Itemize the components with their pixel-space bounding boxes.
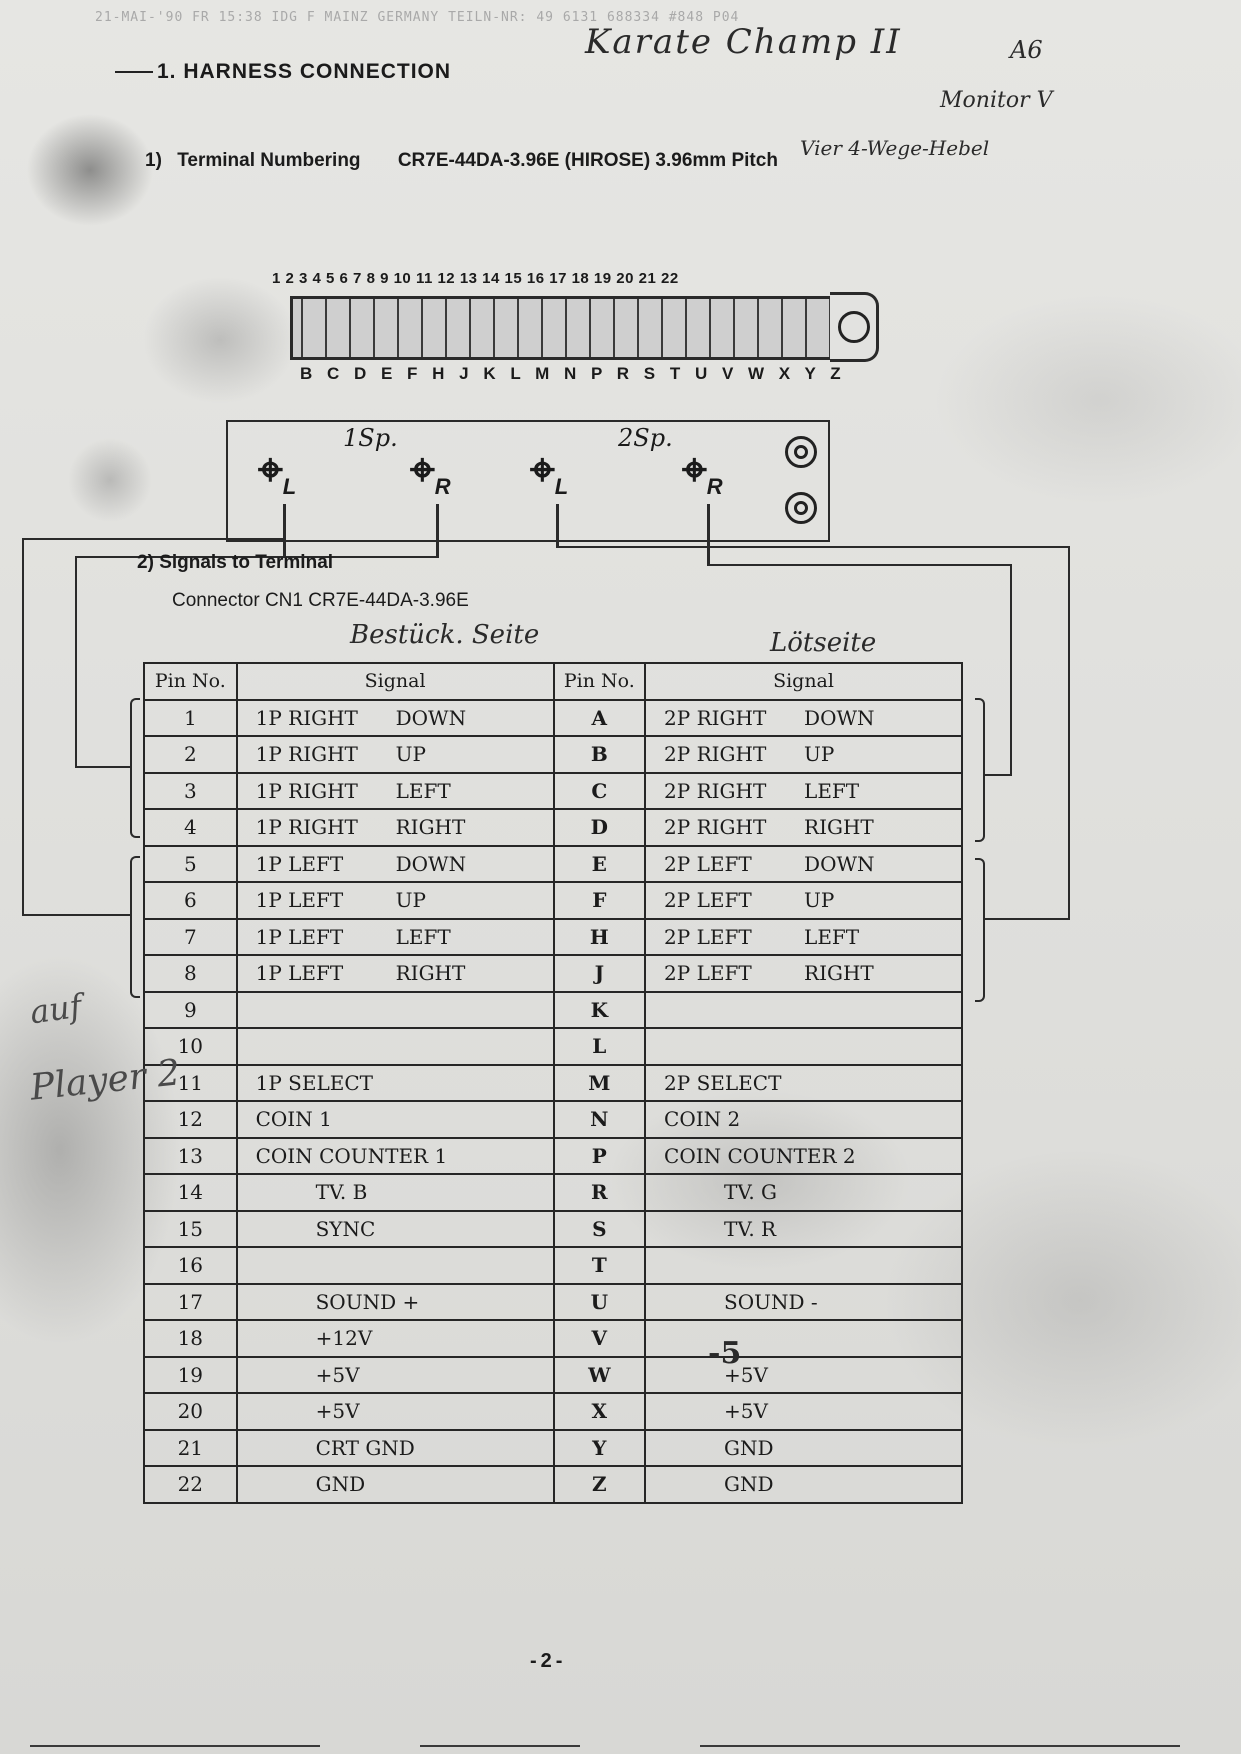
- table-row: [144, 809, 962, 846]
- signal-text: COIN 2: [664, 1107, 741, 1132]
- signal-player-side: 2P LEFT: [664, 851, 752, 876]
- joystick-glyph: ⌖: [682, 445, 707, 494]
- pin-number: 10: [177, 1034, 204, 1059]
- wire: [707, 564, 1012, 566]
- signal-player-side: 2P RIGHT: [664, 742, 767, 767]
- pin-number-cell: [144, 846, 237, 883]
- signal-text: GND: [724, 1472, 774, 1497]
- bracket-2p-left: [975, 858, 985, 1002]
- pin-letter-cell: [554, 1174, 646, 1211]
- scan-edge: [700, 1745, 1180, 1747]
- signal-text: 2P SELECT: [664, 1070, 782, 1095]
- pin-number-cell: [144, 773, 237, 810]
- connector-key-icon: [830, 292, 879, 362]
- signal-player-side: 2P RIGHT: [664, 815, 767, 840]
- signal-text: +5V: [315, 1399, 360, 1424]
- joystick-side: L: [282, 473, 297, 499]
- pin-number: 22: [177, 1472, 204, 1497]
- edge-connector-diagram: [260, 270, 880, 390]
- component-side-signal-cell: [237, 1065, 554, 1102]
- joystick-glyph: ⌖: [530, 445, 555, 494]
- component-side-signal-cell: [237, 1430, 554, 1467]
- pin-number-cell: [144, 919, 237, 956]
- terminal-number: 1): [145, 150, 162, 171]
- solder-side-signal-cell: [645, 1174, 962, 1211]
- signal-direction: UP: [804, 888, 835, 913]
- joystick-2p-left-icon: [530, 445, 569, 509]
- solder-side-signal-cell: [645, 846, 962, 883]
- pin-letter-cell: [554, 736, 646, 773]
- pin-letter: S: [592, 1216, 607, 1241]
- wire: [707, 504, 710, 564]
- pin-letter: N: [590, 1107, 609, 1132]
- table-row: [144, 1320, 962, 1357]
- page-number: -2-: [530, 1650, 567, 1672]
- pin-letter: L: [592, 1034, 607, 1059]
- signal-player-side: 1P RIGHT: [255, 742, 358, 767]
- handwritten-component-side: Bestück. Seite: [350, 620, 540, 650]
- joystick-2p-right-icon: [682, 445, 723, 509]
- pin-letter-cell: [554, 809, 646, 846]
- pin-number-cell: [144, 1138, 237, 1175]
- table-body: [144, 700, 962, 1503]
- component-side-signal-cell: [237, 736, 554, 773]
- signals-number: 2): [137, 552, 154, 573]
- joystick-side: R: [434, 473, 451, 499]
- component-side-signal-cell: [237, 773, 554, 810]
- header-signal: Signal: [645, 663, 962, 700]
- signal-direction: DOWN: [804, 851, 875, 876]
- pin-letter-cell: [554, 992, 646, 1029]
- signal-direction: DOWN: [395, 705, 467, 730]
- pin-number: 5: [183, 851, 197, 876]
- joystick-side: L: [554, 473, 569, 499]
- pin-number: 8: [183, 961, 197, 986]
- solder-side-signal-cell: [645, 955, 962, 992]
- solder-side-signal-cell: [645, 736, 962, 773]
- signal-text: SOUND +: [315, 1289, 420, 1314]
- pin-number-cell: [144, 882, 237, 919]
- component-side-signal-cell: [237, 1028, 554, 1065]
- signal-player-side: 1P LEFT: [255, 851, 344, 876]
- solder-side-signal-cell: [645, 773, 962, 810]
- control-panel-diagram: [226, 420, 830, 542]
- joystick-1p-left-icon: [258, 445, 297, 509]
- connector-pin-numbers: 1 2 3 4 5 6 7 8 9 10 11 12 13 14 15 16 17 18 19 20 21 22: [272, 270, 679, 287]
- section-title-text: 1. HARNESS CONNECTION: [157, 60, 452, 83]
- table-row: [144, 955, 962, 992]
- pin-letter: E: [591, 851, 607, 876]
- pin-letter: Y: [592, 1435, 607, 1460]
- handwritten-title: Karate Champ II: [585, 22, 902, 62]
- table-row: [144, 1357, 962, 1394]
- joystick-glyph: ⌖: [258, 445, 283, 494]
- pin-letter: M: [588, 1070, 611, 1095]
- table-row: [144, 1284, 962, 1321]
- pin-letter: H: [589, 924, 609, 949]
- table-row: [144, 992, 962, 1029]
- component-side-signal-cell: [237, 919, 554, 956]
- wire: [283, 504, 286, 556]
- signal-direction: RIGHT: [395, 815, 466, 840]
- signal-text: TV. R: [724, 1216, 777, 1241]
- signal-text: 1P SELECT: [255, 1070, 373, 1095]
- signal-text: COIN COUNTER 1: [255, 1143, 448, 1168]
- pin-letter-cell: [554, 1466, 646, 1503]
- wire: [985, 918, 1070, 920]
- pin-letter: T: [591, 1253, 607, 1278]
- signal-text: GND: [315, 1472, 366, 1497]
- component-side-signal-cell: [237, 1393, 554, 1430]
- pin-letter-cell: [554, 1247, 646, 1284]
- component-side-signal-cell: [237, 1320, 554, 1357]
- pin-number: 12: [177, 1107, 204, 1132]
- signal-player-side: 1P RIGHT: [255, 815, 358, 840]
- component-side-signal-cell: [237, 700, 554, 737]
- section-title: [115, 60, 451, 84]
- pin-number: 4: [183, 815, 197, 840]
- table-row: [144, 1466, 962, 1503]
- handwritten-joystick-note: Vier 4-Wege-Hebel: [800, 136, 990, 160]
- pin-number-cell: [144, 809, 237, 846]
- solder-side-signal-cell: [645, 1101, 962, 1138]
- signal-text: +5V: [724, 1362, 768, 1387]
- signal-direction: UP: [395, 742, 426, 767]
- pin-number: 7: [183, 924, 197, 949]
- wire: [75, 556, 77, 768]
- pin-number: 18: [177, 1326, 204, 1351]
- component-side-signal-cell: [237, 1357, 554, 1394]
- signal-text: +5V: [315, 1362, 360, 1387]
- pin-number-cell: [144, 1320, 237, 1357]
- component-side-signal-cell: [237, 846, 554, 883]
- pin-number-cell: [144, 1284, 237, 1321]
- solder-side-signal-cell: [645, 1357, 962, 1394]
- signal-direction: DOWN: [804, 705, 875, 730]
- table-row: [144, 736, 962, 773]
- pin-letter: V: [591, 1326, 608, 1351]
- pin-number-cell: [144, 1393, 237, 1430]
- signal-text: CRT GND: [315, 1435, 415, 1460]
- solder-side-signal-cell: [645, 1065, 962, 1102]
- signal-player-side: 1P RIGHT: [255, 778, 358, 803]
- table-row: [144, 1247, 962, 1284]
- pin-letter-cell: [554, 1393, 646, 1430]
- signal-text: GND: [724, 1435, 774, 1460]
- solder-side-signal-cell: [645, 992, 962, 1029]
- wire: [556, 504, 559, 548]
- header-pin-no: Pin No.: [144, 663, 237, 700]
- component-side-signal-cell: [237, 1174, 554, 1211]
- pin-number: 14: [177, 1180, 204, 1205]
- signal-text: SYNC: [315, 1216, 376, 1241]
- handwritten-auf: auf: [27, 986, 84, 1032]
- pin-letter: C: [591, 778, 608, 803]
- pin-assignment-table: [143, 662, 963, 1504]
- signal-direction: UP: [804, 742, 835, 767]
- pin-letter-cell: [554, 773, 646, 810]
- pin-letter: K: [590, 997, 608, 1022]
- component-side-signal-cell: [237, 1284, 554, 1321]
- wire: [556, 546, 1070, 548]
- pin-letter-cell: [554, 1320, 646, 1357]
- solder-side-signal-cell: [645, 1028, 962, 1065]
- pin-letter-cell: [554, 1211, 646, 1248]
- pin-number: 13: [177, 1143, 204, 1168]
- handwritten-doc-code: A6: [1010, 36, 1043, 64]
- pin-letter-cell: [554, 1430, 646, 1467]
- pin-letter: X: [591, 1399, 608, 1424]
- pin-letter: F: [592, 888, 607, 913]
- signal-text: SOUND -: [724, 1289, 818, 1314]
- handwritten-player: Player 2: [28, 1052, 183, 1109]
- handwritten-monitor-note: Monitor V: [940, 88, 1053, 113]
- connector-pin-letters: B C D E F H J K L M N P R S T U V W X Y Z: [300, 364, 846, 383]
- wire: [1068, 546, 1070, 920]
- wire: [436, 504, 439, 556]
- pin-letter-cell: [554, 1284, 646, 1321]
- solder-side-signal-cell: [645, 1138, 962, 1175]
- pin-letter-cell: [554, 700, 646, 737]
- pin-number-cell: [144, 1174, 237, 1211]
- wire: [985, 774, 1012, 776]
- signal-player-side: 1P LEFT: [255, 924, 344, 949]
- component-side-signal-cell: [237, 1138, 554, 1175]
- table-row: [144, 1065, 962, 1102]
- pin-number-cell: [144, 1211, 237, 1248]
- handwritten-minus5: -5: [708, 1336, 742, 1371]
- solder-side-signal-cell: [645, 1430, 962, 1467]
- player1-label: 1Sp.: [343, 424, 398, 452]
- signal-player-side: 1P LEFT: [255, 888, 344, 913]
- signal-player-side: 2P LEFT: [664, 961, 752, 986]
- pin-letter: W: [588, 1362, 611, 1387]
- solder-side-signal-cell: [645, 882, 962, 919]
- signal-player-side: 1P RIGHT: [255, 705, 358, 730]
- pin-number: 1: [183, 705, 197, 730]
- terminal-label: Terminal Numbering: [177, 150, 361, 171]
- signal-direction: RIGHT: [395, 961, 466, 986]
- pin-number-cell: [144, 1101, 237, 1138]
- signal-text: +5V: [724, 1399, 768, 1424]
- signals-heading: [137, 552, 333, 574]
- pin-letter-cell: [554, 919, 646, 956]
- pin-letter-cell: [554, 1065, 646, 1102]
- pin-number: 11: [177, 1070, 204, 1095]
- signal-player-side: 2P RIGHT: [664, 778, 767, 803]
- table-row: [144, 919, 962, 956]
- solder-side-signal-cell: [645, 1320, 962, 1357]
- pin-number: 20: [177, 1399, 204, 1424]
- signal-text: TV. G: [724, 1180, 778, 1205]
- table-row: [144, 882, 962, 919]
- signal-direction: UP: [395, 888, 426, 913]
- joystick-1p-right-icon: [410, 445, 451, 509]
- pin-number: 2: [183, 742, 197, 767]
- table-row: [144, 1211, 962, 1248]
- pin-number-cell: [144, 1430, 237, 1467]
- solder-side-signal-cell: [645, 919, 962, 956]
- table-row: [144, 1138, 962, 1175]
- solder-side-signal-cell: [645, 1393, 962, 1430]
- pin-number-cell: [144, 1357, 237, 1394]
- solder-side-signal-cell: [645, 700, 962, 737]
- pin-number-cell: [144, 1466, 237, 1503]
- wire: [1010, 564, 1012, 776]
- dash-mark: [115, 71, 153, 73]
- pin-number: 16: [177, 1253, 204, 1278]
- signal-direction: DOWN: [395, 851, 467, 876]
- pin-number-cell: [144, 992, 237, 1029]
- pin-number: 19: [177, 1362, 204, 1387]
- pin-letter-cell: [554, 955, 646, 992]
- solder-side-signal-cell: [645, 1211, 962, 1248]
- signal-text: COIN 1: [255, 1107, 332, 1132]
- solder-side-signal-cell: [645, 1466, 962, 1503]
- connector-body: [290, 296, 836, 360]
- terminal-numbering-heading: [145, 150, 778, 172]
- table-row: [144, 773, 962, 810]
- joystick-glyph: ⌖: [410, 445, 435, 494]
- signal-direction: LEFT: [804, 924, 860, 949]
- joystick-side: R: [706, 473, 723, 499]
- wire: [22, 538, 286, 540]
- pin-letter-cell: [554, 1028, 646, 1065]
- signal-direction: LEFT: [395, 778, 451, 803]
- pin-number-cell: [144, 955, 237, 992]
- start-button-2-icon: [785, 492, 817, 524]
- pin-number: 6: [183, 888, 197, 913]
- start-button-1-icon: [785, 436, 817, 468]
- signal-direction: LEFT: [804, 778, 860, 803]
- signal-text: COIN COUNTER 2: [664, 1143, 856, 1168]
- component-side-signal-cell: [237, 992, 554, 1029]
- pin-letter-cell: [554, 882, 646, 919]
- solder-side-signal-cell: [645, 1284, 962, 1321]
- component-side-signal-cell: [237, 809, 554, 846]
- pin-letter: R: [590, 1180, 608, 1205]
- scan-edge: [420, 1745, 580, 1747]
- pin-letter: D: [590, 815, 608, 840]
- header-signal: Signal: [237, 663, 554, 700]
- handwritten-solder-side: Lötseite: [770, 628, 877, 658]
- wire: [22, 914, 132, 916]
- component-side-signal-cell: [237, 955, 554, 992]
- scan-edge: [30, 1745, 320, 1747]
- signal-direction: LEFT: [395, 924, 451, 949]
- signal-text: +12V: [315, 1326, 373, 1351]
- bracket-1p-right: [130, 698, 140, 838]
- component-side-signal-cell: [237, 882, 554, 919]
- solder-side-signal-cell: [645, 1247, 962, 1284]
- table-row: [144, 1174, 962, 1211]
- pin-number: 17: [177, 1289, 204, 1314]
- pin-letter-cell: [554, 1101, 646, 1138]
- fax-header: 21-MAI-'90 FR 15:38 IDG F MAINZ GERMANY TEILN-NR: 49 6131 688334 #848 P04: [95, 10, 740, 25]
- pin-letter: P: [591, 1143, 607, 1168]
- pin-letter-cell: [554, 846, 646, 883]
- pin-letter: U: [590, 1289, 609, 1314]
- component-side-signal-cell: [237, 1466, 554, 1503]
- component-side-signal-cell: [237, 1247, 554, 1284]
- bracket-2p-right: [975, 698, 985, 842]
- signal-player-side: 2P LEFT: [664, 888, 752, 913]
- signal-direction: RIGHT: [804, 961, 874, 986]
- player2-label: 2Sp.: [618, 424, 673, 452]
- component-side-signal-cell: [237, 1101, 554, 1138]
- signal-direction: RIGHT: [804, 815, 874, 840]
- signal-player-side: 2P RIGHT: [664, 705, 767, 730]
- pin-number-cell: [144, 736, 237, 773]
- pin-number: 9: [183, 997, 197, 1022]
- component-side-signal-cell: [237, 1211, 554, 1248]
- header-pin-no: Pin No.: [554, 663, 646, 700]
- pin-number: 15: [177, 1216, 204, 1241]
- bracket-1p-left: [130, 856, 140, 998]
- signals-label: Signals to Terminal: [159, 552, 334, 573]
- pin-letter: Z: [591, 1472, 607, 1497]
- pin-number: 21: [177, 1435, 204, 1460]
- signal-player-side: 1P LEFT: [255, 961, 344, 986]
- pin-letter-cell: [554, 1357, 646, 1394]
- table-row: [144, 700, 962, 737]
- terminal-part: CR7E-44DA-3.96E (HIROSE) 3.96mm Pitch: [397, 150, 778, 171]
- pin-letter: B: [590, 742, 608, 767]
- solder-side-signal-cell: [645, 809, 962, 846]
- table-row: [144, 846, 962, 883]
- wire: [22, 538, 24, 916]
- pin-number: 3: [183, 778, 197, 803]
- pin-letter: A: [591, 705, 608, 730]
- signal-player-side: 2P LEFT: [664, 924, 752, 949]
- pin-number-cell: [144, 1247, 237, 1284]
- table-row: [144, 1101, 962, 1138]
- table-row: [144, 1028, 962, 1065]
- table-header-row: [144, 663, 962, 700]
- pin-letter-cell: [554, 1138, 646, 1175]
- pin-letter: J: [594, 961, 605, 986]
- signals-connector: Connector CN1 CR7E-44DA-3.96E: [172, 590, 469, 611]
- pin-number-cell: [144, 700, 237, 737]
- wire: [75, 766, 132, 768]
- table-row: [144, 1393, 962, 1430]
- signal-text: TV. B: [315, 1180, 368, 1205]
- table-row: [144, 1430, 962, 1467]
